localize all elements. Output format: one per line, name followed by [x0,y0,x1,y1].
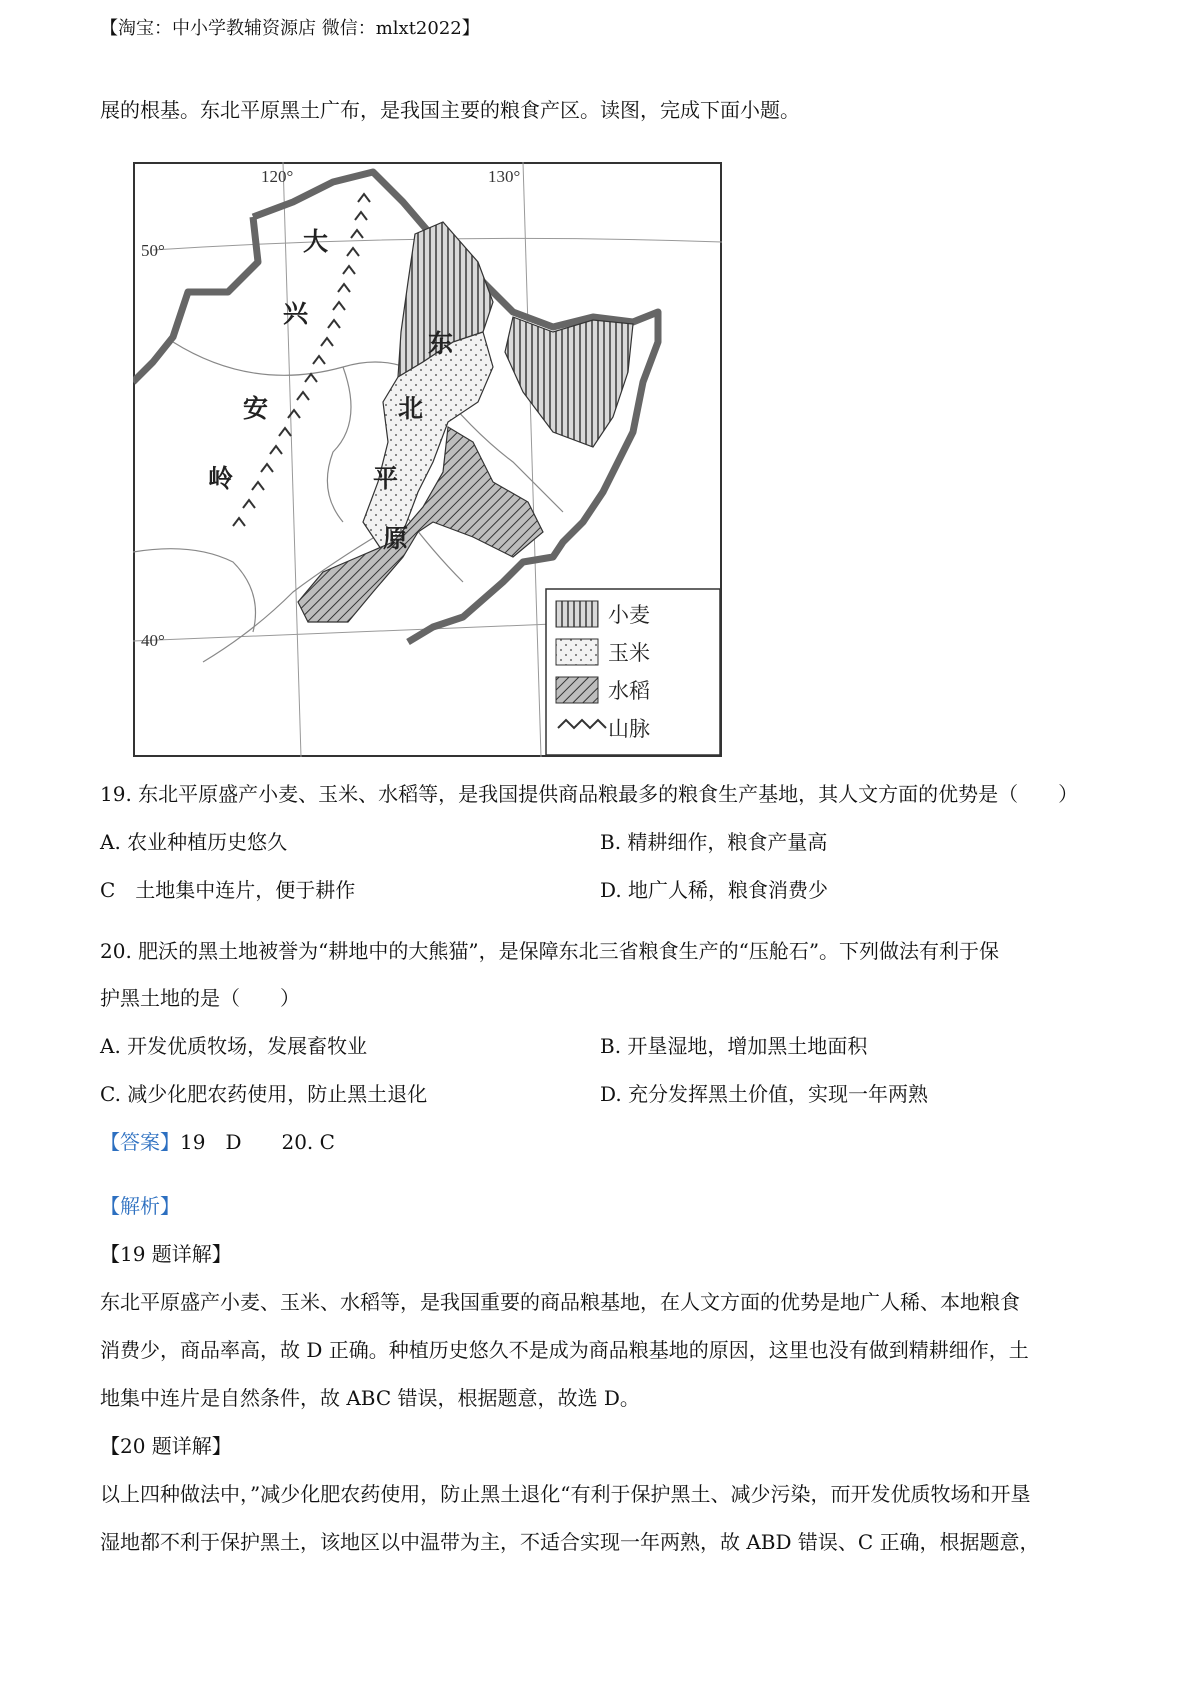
q19-option-c: C 土地集中连片，便于耕作 [100,878,356,902]
label-ping: 平 [373,464,399,493]
legend-wheat: 小麦 [608,603,650,627]
q19-option-b: B. 精耕细作，粮食产量高 [600,830,828,854]
q20-option-c: C. 减少化肥农药使用，防止黑土退化 [100,1082,428,1106]
answer-line [100,1126,335,1155]
q19-option-a: A. 农业种植历史悠久 [100,830,288,854]
q20-detail-line2: 湿地都不利于保护黑土，该地区以中温带为主，不适合实现一年两熟，故 ABD 错误、C 正确，根据题意， [100,1530,1040,1554]
q20-stem-line2: 护黑土地的是（ ） [100,986,300,1010]
q20-option-a: A. 开发优质牧场，发展畜牧业 [100,1034,368,1058]
label-yuan: 原 [383,524,409,553]
coord-40: 40° [141,631,165,650]
legend-rice: 水稻 [608,679,650,703]
intro-text: 展的根基。东北平原黑土广布，是我国主要的粮食产区。读图，完成下面小题。 [100,98,800,122]
q19-detail-line2: 消费少，商品率高，故 D 正确。种植历史悠久不是成为商品粮基地的原因，这里也没有做到精耕细作，土 [100,1338,1029,1362]
label-xing: 兴 [283,299,309,328]
q20-detail-heading: 【20 题详解】 [100,1434,232,1458]
rice-legend-swatch [556,677,598,703]
wheat-legend-swatch [556,601,598,627]
answer-label: 【答案】 [100,1130,180,1154]
q20-detail-line1: 以上四种做法中，”减少化肥农药使用，防止黑土退化“有利于保护黑土、减少污染，而开发优质牧场和开垦 [100,1482,1031,1506]
label-dong: 东 [428,329,454,358]
q19-option-d: D. 地广人稀，粮食消费少 [600,878,829,902]
q19-detail-line1: 东北平原盛产小麦、玉米、水稻等，是我国重要的商品粮基地，在人文方面的优势是地广人稀、本地粮食 [100,1290,1020,1314]
map-legend [546,589,720,755]
corn-legend-swatch [556,639,598,665]
q19-detail-line3: 地集中连片是自然条件，故 ABC 错误，根据题意，故选 D。 [100,1386,640,1410]
analysis-label: 【解析】 [100,1194,180,1218]
q20-option-d: D. 充分发挥黑土价值，实现一年两熟 [600,1082,929,1106]
answer-text: 19 D 20. C [180,1130,335,1154]
legend-mountain: 山脉 [608,717,650,741]
q20-stem-line1: 20. 肥沃的黑土地被誉为“耕地中的大熊猫”，是保障东北三省粮食生产的“压舱石”。下列做法有利于保 [100,939,1000,963]
northeast-plain-map [133,162,722,757]
label-an: 安 [243,394,269,423]
q19-detail-heading: 【19 题详解】 [100,1242,232,1266]
page-header: 【淘宝：中小学教辅资源店 微信：mlxt2022】 [100,18,480,39]
legend-corn: 玉米 [608,641,650,665]
label-da: 大 [303,227,329,256]
q20-option-b: B. 开垦湿地，增加黑土地面积 [600,1034,868,1058]
q19-stem: 19. 东北平原盛产小麦、玉米、水稻等，是我国提供商品粮最多的粮食生产基地，其人文方面的优势是（ ） [100,782,1079,806]
label-bei: 北 [398,394,424,423]
label-ling: 岭 [208,464,234,493]
coord-120: 120° [261,167,294,186]
coord-50: 50° [141,241,165,260]
coord-130: 130° [488,167,521,186]
